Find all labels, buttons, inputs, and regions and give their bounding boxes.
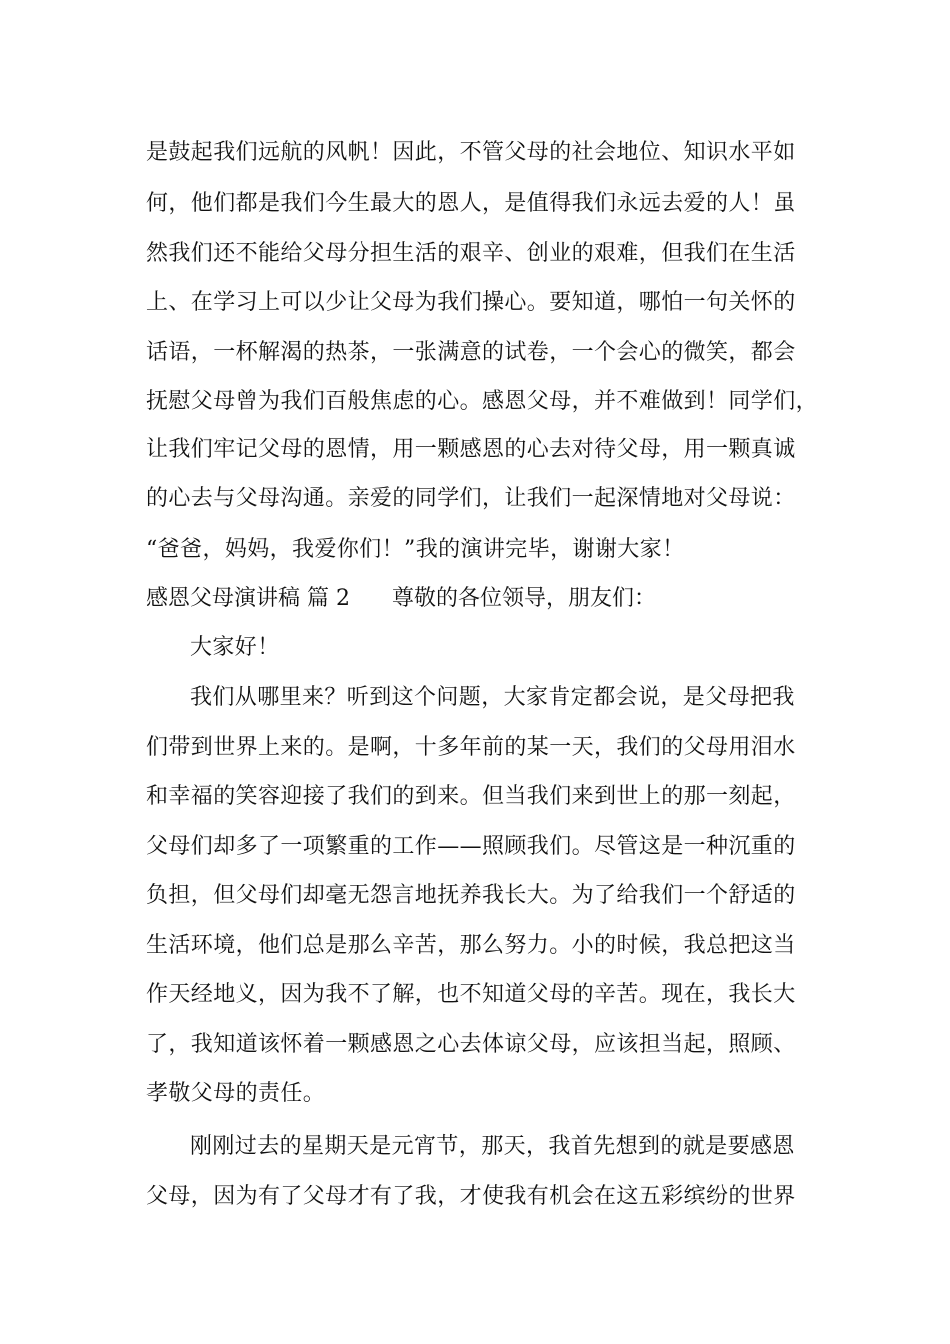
text-line: 让我们牢记父母的恩情，用一颗感恩的心去对待父母，用一颗真诚 [146,437,796,462]
section-title: 感恩父母演讲稿 篇 2 [146,586,350,611]
text-line: “爸爸，妈妈，我爱你们！”我的演讲完毕，谢谢大家！ [146,537,685,562]
text-line: 上、在学习上可以少让父母为我们操心。要知道，哪怕一句关怀的 [146,290,796,315]
text-line: 话语，一杯解渴的热茶，一张满意的试卷，一个会心的微笑，都会 [146,340,796,365]
text-line: 和幸福的笑容迎接了我们的到来。但当我们来到世上的那一刻起， [146,784,796,809]
text-line: 生活环境，他们总是那么辛苦，那么努力。小的时候，我总把这当 [146,933,796,958]
text-line: 负担，但父母们却毫无怨言地抚养我长大。为了给我们一个舒适的 [146,883,796,908]
text-line: 何，他们都是我们今生最大的恩人，是值得我们永远去爱的人！虽 [146,191,796,216]
text-line: 了，我知道该怀着一颗感恩之心去体谅父母，应该担当起，照顾、 [146,1032,796,1057]
text-line: 然我们还不能给父母分担生活的艰辛、创业的艰难，但我们在生活 [146,241,796,266]
text-line: 父母，因为有了父母才有了我，才使我有机会在这五彩缤纷的世界 [146,1184,796,1209]
salutation: 尊敬的各位领导，朋友们： [392,586,657,611]
text-line: 刚刚过去的星期天是元宵节，那天，我首先想到的就是要感恩 [190,1134,795,1159]
text-line: 们带到世界上来的。是啊，十多年前的某一天，我们的父母用泪水 [146,735,796,760]
text-line: 孝敬父母的责任。 [146,1081,326,1106]
text-line: 的心去与父母沟通。亲爱的同学们，让我们一起深情地对父母说： [146,486,796,511]
greeting: 大家好！ [190,635,280,660]
text-line: 抚慰父母曾为我们百般焦虑的心。感恩父母，并不难做到！同学们， [146,389,819,414]
text-line: 作天经地义，因为我不了解，也不知道父母的辛苦。现在，我长大 [146,982,796,1007]
text-line: 父母们却多了一项繁重的工作——照顾我们。尽管这是一种沉重的 [146,834,796,859]
text-line: 是鼓起我们远航的风帆！因此，不管父母的社会地位、知识水平如 [146,140,796,165]
text-line: 我们从哪里来？听到这个问题，大家肯定都会说，是父母把我 [190,685,795,710]
